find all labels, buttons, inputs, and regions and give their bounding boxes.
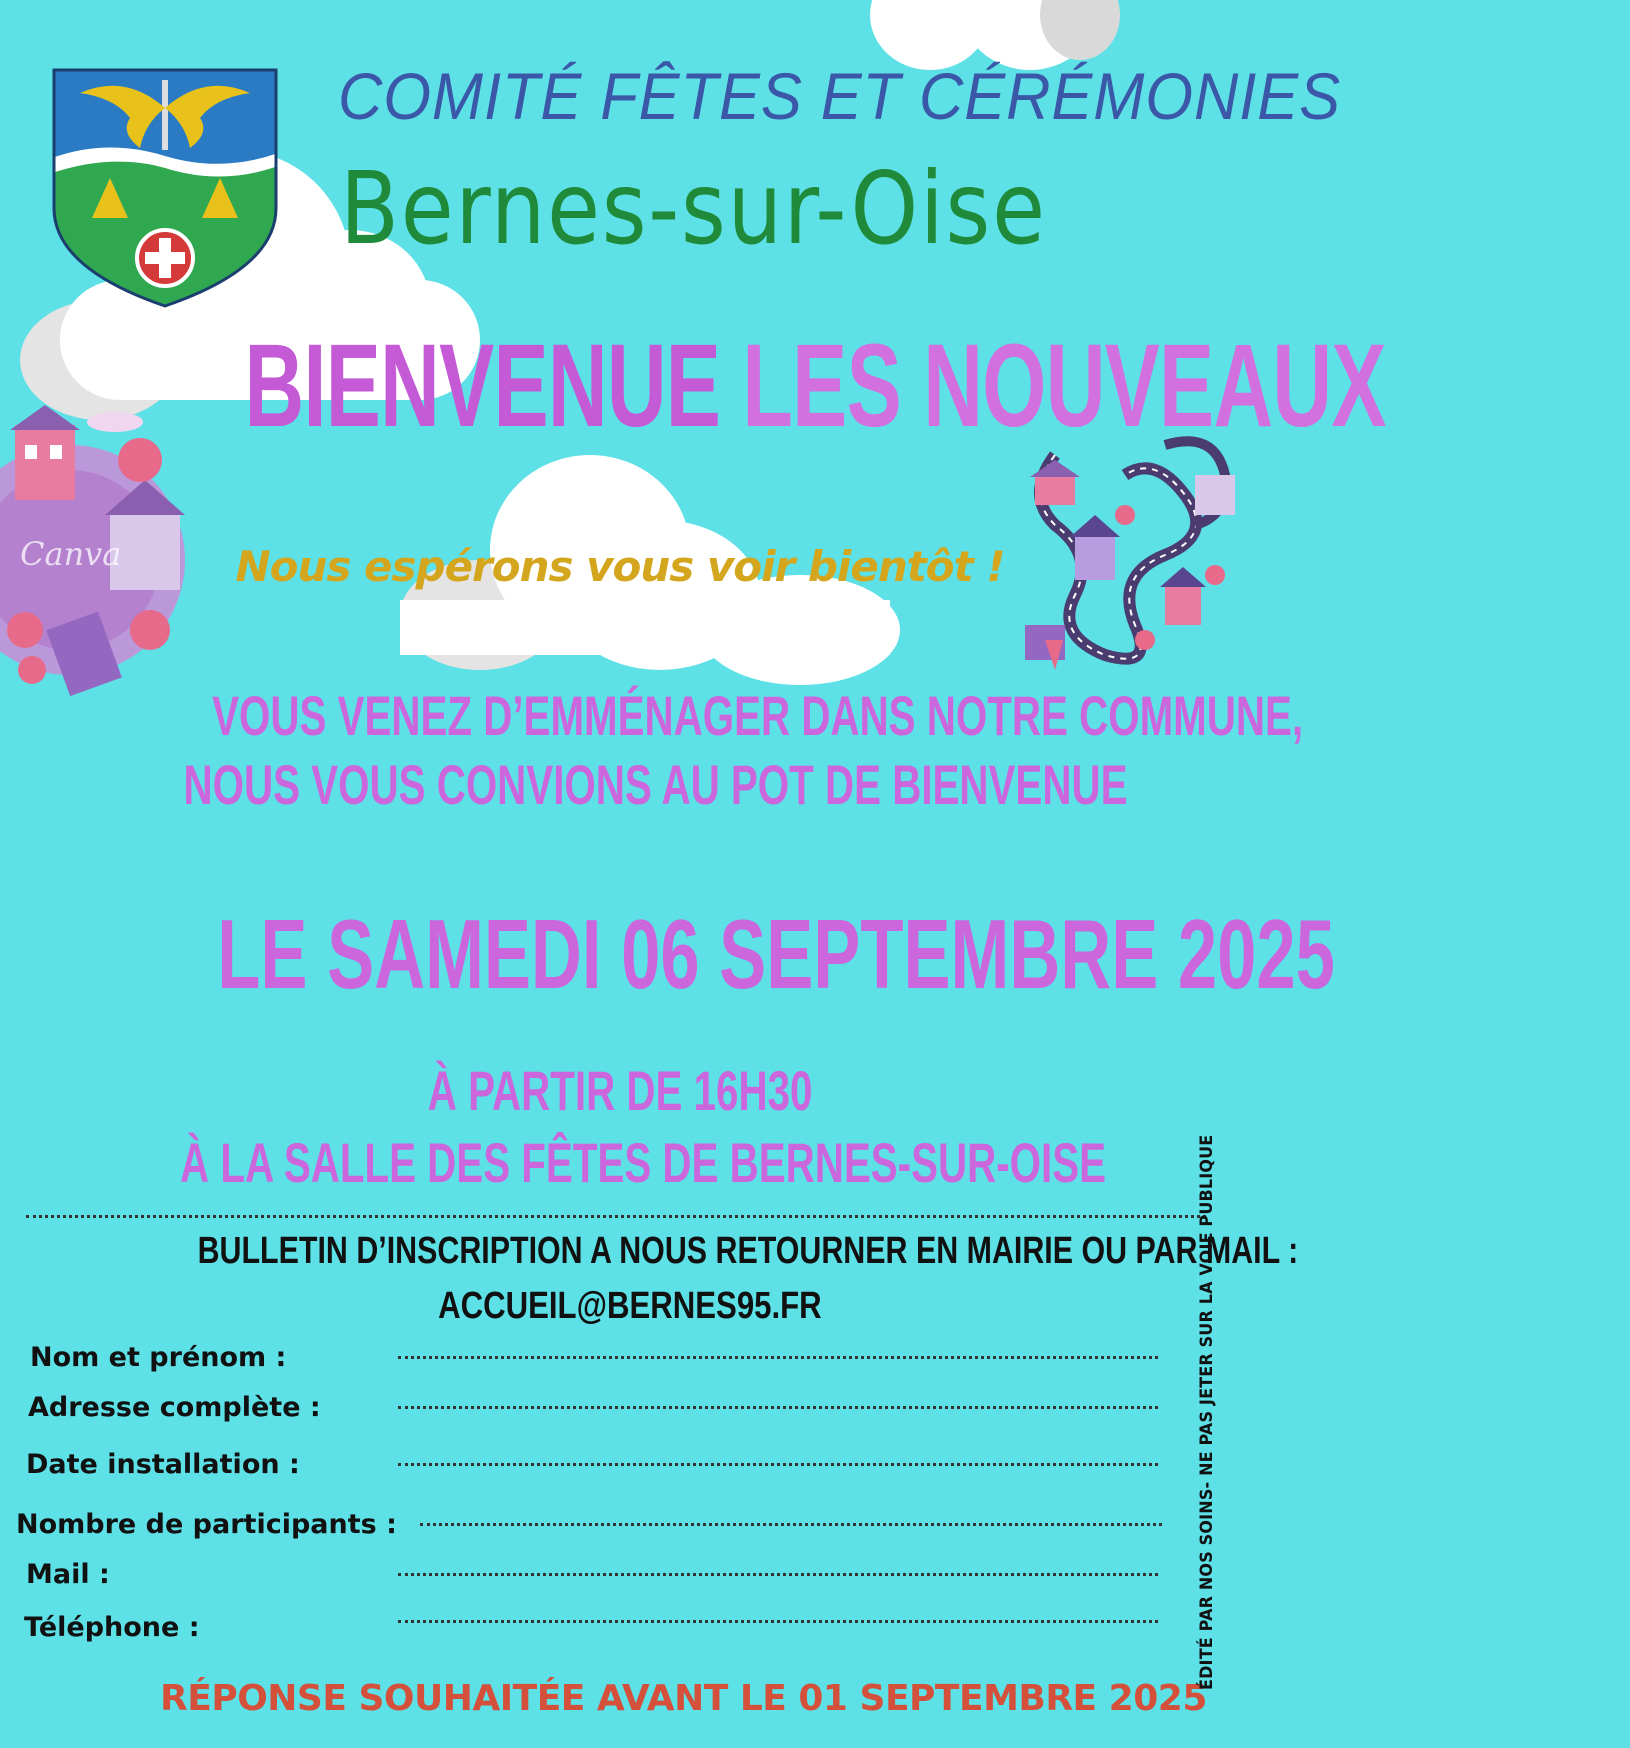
town-name: Bernes-sur-Oise bbox=[340, 150, 1047, 267]
form-heading: BULLETIN D’INSCRIPTION A NOUS RETOURNER EN MAIRIE OU PAR MAIL : bbox=[197, 1230, 1299, 1272]
event-place: À LA SALLE DES FÊTES DE BERNES-SUR-OISE bbox=[180, 1131, 1107, 1194]
form-label-participants: Nombre de participants : bbox=[16, 1509, 397, 1540]
cut-line bbox=[26, 1215, 1206, 1218]
committee-name: COMITÉ FÊTES ET CÉRÉMONIES bbox=[338, 59, 1341, 133]
form-row-address bbox=[0, 1390, 1160, 1430]
side-note: ÉDITÉ PAR NOS SOINS- NE PAS JETER SUR LA VOIE PUBLIQUE bbox=[1197, 1134, 1217, 1690]
event-time: À PARTIR DE 16H30 bbox=[427, 1059, 813, 1122]
event-date: LE SAMEDI 06 SEPTEMBRE 2025 bbox=[217, 899, 1335, 1009]
invitation-line-2: NOUS VOUS CONVIONS AU POT DE BIENVENUE bbox=[183, 753, 1128, 816]
form-field-mail[interactable] bbox=[398, 1573, 1158, 1576]
coat-of-arms bbox=[52, 68, 278, 308]
form-label-phone: Téléphone : bbox=[24, 1612, 200, 1643]
form-label-name: Nom et prénom : bbox=[30, 1342, 287, 1373]
form-field-participants[interactable] bbox=[420, 1523, 1162, 1526]
form-row-name bbox=[0, 1340, 1160, 1380]
form-label-date: Date installation : bbox=[26, 1449, 300, 1480]
form-row-mail bbox=[0, 1557, 1160, 1597]
title-part-1: BIENVENUE bbox=[244, 320, 721, 452]
form-label-mail: Mail : bbox=[26, 1559, 110, 1590]
form-label-address: Adresse complète : bbox=[28, 1392, 321, 1423]
form-row-date bbox=[0, 1447, 1160, 1487]
form-field-phone[interactable] bbox=[398, 1620, 1158, 1623]
invitation-line-1: VOUS VENEZ D’EMMÉNAGER DANS NOTRE COMMUNE, bbox=[212, 684, 1304, 747]
form-field-address[interactable] bbox=[398, 1406, 1158, 1409]
title-part-2: LES NOUVEAUX bbox=[720, 320, 1386, 452]
form-email[interactable]: ACCUEIL@BERNES95.FR bbox=[438, 1285, 822, 1327]
form-row-participants bbox=[0, 1507, 1160, 1547]
response-deadline: RÉPONSE SOUHAITÉE AVANT LE 01 SEPTEMBRE 2025 bbox=[160, 1678, 1207, 1719]
canva-watermark: Canva bbox=[20, 535, 122, 573]
tagline: Nous espérons vous voir bientôt ! bbox=[235, 542, 1005, 591]
form-field-date[interactable] bbox=[398, 1463, 1158, 1466]
form-field-name[interactable] bbox=[398, 1356, 1158, 1359]
form-row-phone bbox=[0, 1610, 1160, 1650]
